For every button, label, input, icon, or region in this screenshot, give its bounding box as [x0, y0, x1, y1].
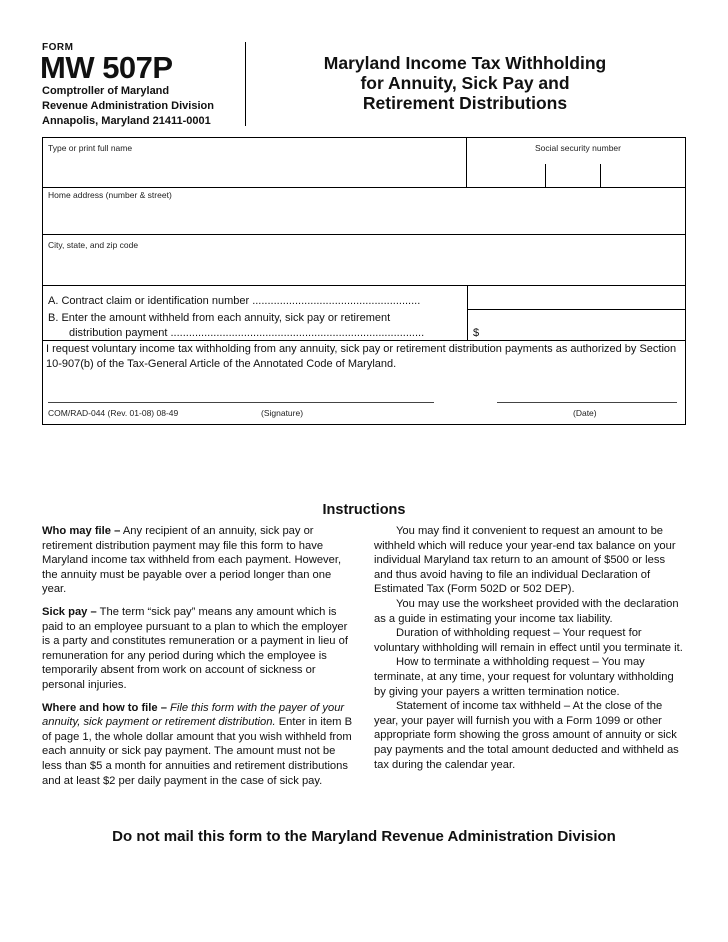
row-divider-2 — [43, 234, 685, 235]
full-name-label: Type or print full name — [48, 143, 133, 153]
ssn-divider — [466, 138, 467, 187]
header-divider — [245, 42, 246, 126]
do-not-mail-notice: Do not mail this form to the Maryland Revenue Administration Division — [112, 828, 616, 845]
statement-paragraph: Statement of income tax withheld – At the close of the year, your payer will furnish you with a Form 1099 or other appropriate form showing the gross amount of annuity or sick pay payments and the total amount deducted and withheld as tax during the calendar year. — [374, 700, 679, 771]
item-a-label: A. Contract claim or identification number ....................................................... — [48, 295, 421, 307]
city-label: City, state, and zip code — [48, 240, 139, 250]
item-divider — [467, 285, 468, 340]
request-statement: I request voluntary income tax withholding from any annuity, sick pay or retirement distribution payments as authorized by Section 10-907(b) of the Tax-General Article of the Annotated Code of Maryland. — [46, 343, 677, 370]
signature-input[interactable] — [48, 384, 438, 402]
row-divider-1 — [43, 187, 685, 188]
duration-paragraph: Duration of withholding request – Your request for voluntary withholding will remain in effect until you terminate it. — [374, 627, 683, 654]
title-line-1: Maryland Income Tax Withholding — [323, 53, 607, 73]
item-b-label-1: B. Enter the amount withheld from each annuity, sick pay or retirement — [48, 312, 391, 324]
who-may-file-paragraph — [42, 524, 354, 597]
form-word: FORM — [42, 42, 74, 53]
full-name-input[interactable] — [48, 160, 462, 182]
form-title — [280, 53, 650, 113]
agency-line-2: Revenue Administration Division — [42, 100, 214, 112]
where-to-file-heading: Where and how to file – — [42, 701, 167, 714]
instructions-right-column — [374, 524, 686, 772]
ssn-input-group[interactable] — [549, 164, 601, 186]
signature-line — [48, 402, 434, 403]
where-to-file-text: Enter in item B of page 1, the whole dollar amount that you wish withheld from each annuity or sick pay payment. The amount must not be less than $5 a month for annuities and retirement distributions and at least $2 per daily payment in the case of sick pay. — [42, 716, 353, 787]
form-code: COM/RAD-044 (Rev. 01-08) 08-49 — [48, 408, 179, 418]
row-divider-3 — [43, 285, 685, 286]
row-divider-4 — [43, 340, 685, 341]
worksheet-paragraph: You may use the worksheet provided with the declaration as a guide in estimating your income tax liability. — [374, 597, 679, 625]
date-label: (Date) — [573, 408, 597, 418]
instructions-title: Instructions — [322, 502, 406, 518]
address-input[interactable] — [48, 208, 682, 230]
agency-line-3: Annapolis, Maryland 21411-0001 — [42, 115, 211, 127]
title-line-3: Retirement Distributions — [362, 93, 568, 113]
item-b-label-2: distribution payment ................................................................................... — [69, 327, 425, 339]
date-line — [497, 402, 677, 403]
title-line-2: for Annuity, Sick Pay and — [360, 73, 570, 93]
who-may-file-heading: Who may file – — [42, 525, 121, 537]
ssn-label: Social security number — [535, 143, 621, 153]
sick-pay-paragraph — [42, 605, 354, 693]
where-to-file-italic: File this form with the payer of your annuity, sick payment or retirement distribution. — [42, 701, 345, 729]
date-input[interactable] — [497, 384, 681, 402]
item-a-underline — [467, 309, 685, 310]
estimate-paragraph: You may find it convenient to request an amount to be withheld which will reduce your year-end tax balance on your individual Maryland tax return to an amount of $500 or less and thus avoid having to file an individual Declaration of Estimated Tax (Form 502D or 502 DEP). — [374, 525, 676, 596]
ssn-input-area[interactable] — [473, 164, 547, 186]
city-input[interactable] — [48, 258, 682, 280]
instructions-left-column — [42, 524, 354, 796]
contract-id-input[interactable] — [473, 291, 682, 311]
ssn-input-serial[interactable] — [604, 164, 684, 186]
sick-pay-text: The term “sick pay” means any amount which is paid to an employee pursuant to a plan to which the employer is a party and constitutes remuneration or a payment in lieu of remuneration for any period during which the employee is temporarily absent from work on account of sickness or personal injuries. — [42, 605, 348, 691]
agency-line-1: Comptroller of Maryland — [42, 85, 170, 97]
sick-pay-heading: Sick pay – — [42, 605, 97, 618]
form-box — [42, 137, 686, 425]
agency-block — [42, 84, 214, 129]
form-number: MW 507P — [40, 50, 173, 85]
where-to-file-paragraph — [42, 701, 354, 789]
dollar-sign: $ — [473, 327, 480, 339]
address-label: Home address (number & street) — [48, 190, 172, 200]
terminate-paragraph: How to terminate a withholding request – You may terminate, at any time, your request for voluntary withholding by giving your payers a written termination notice. — [374, 656, 674, 698]
who-may-file-text: Any recipient of an annuity, sick pay or retirement distribution payment may file this form to have Maryland income tax withheld from each payment. However, the annuity must be payable over a period longer than one year. — [42, 525, 342, 596]
signature-label: (Signature) — [261, 408, 304, 418]
